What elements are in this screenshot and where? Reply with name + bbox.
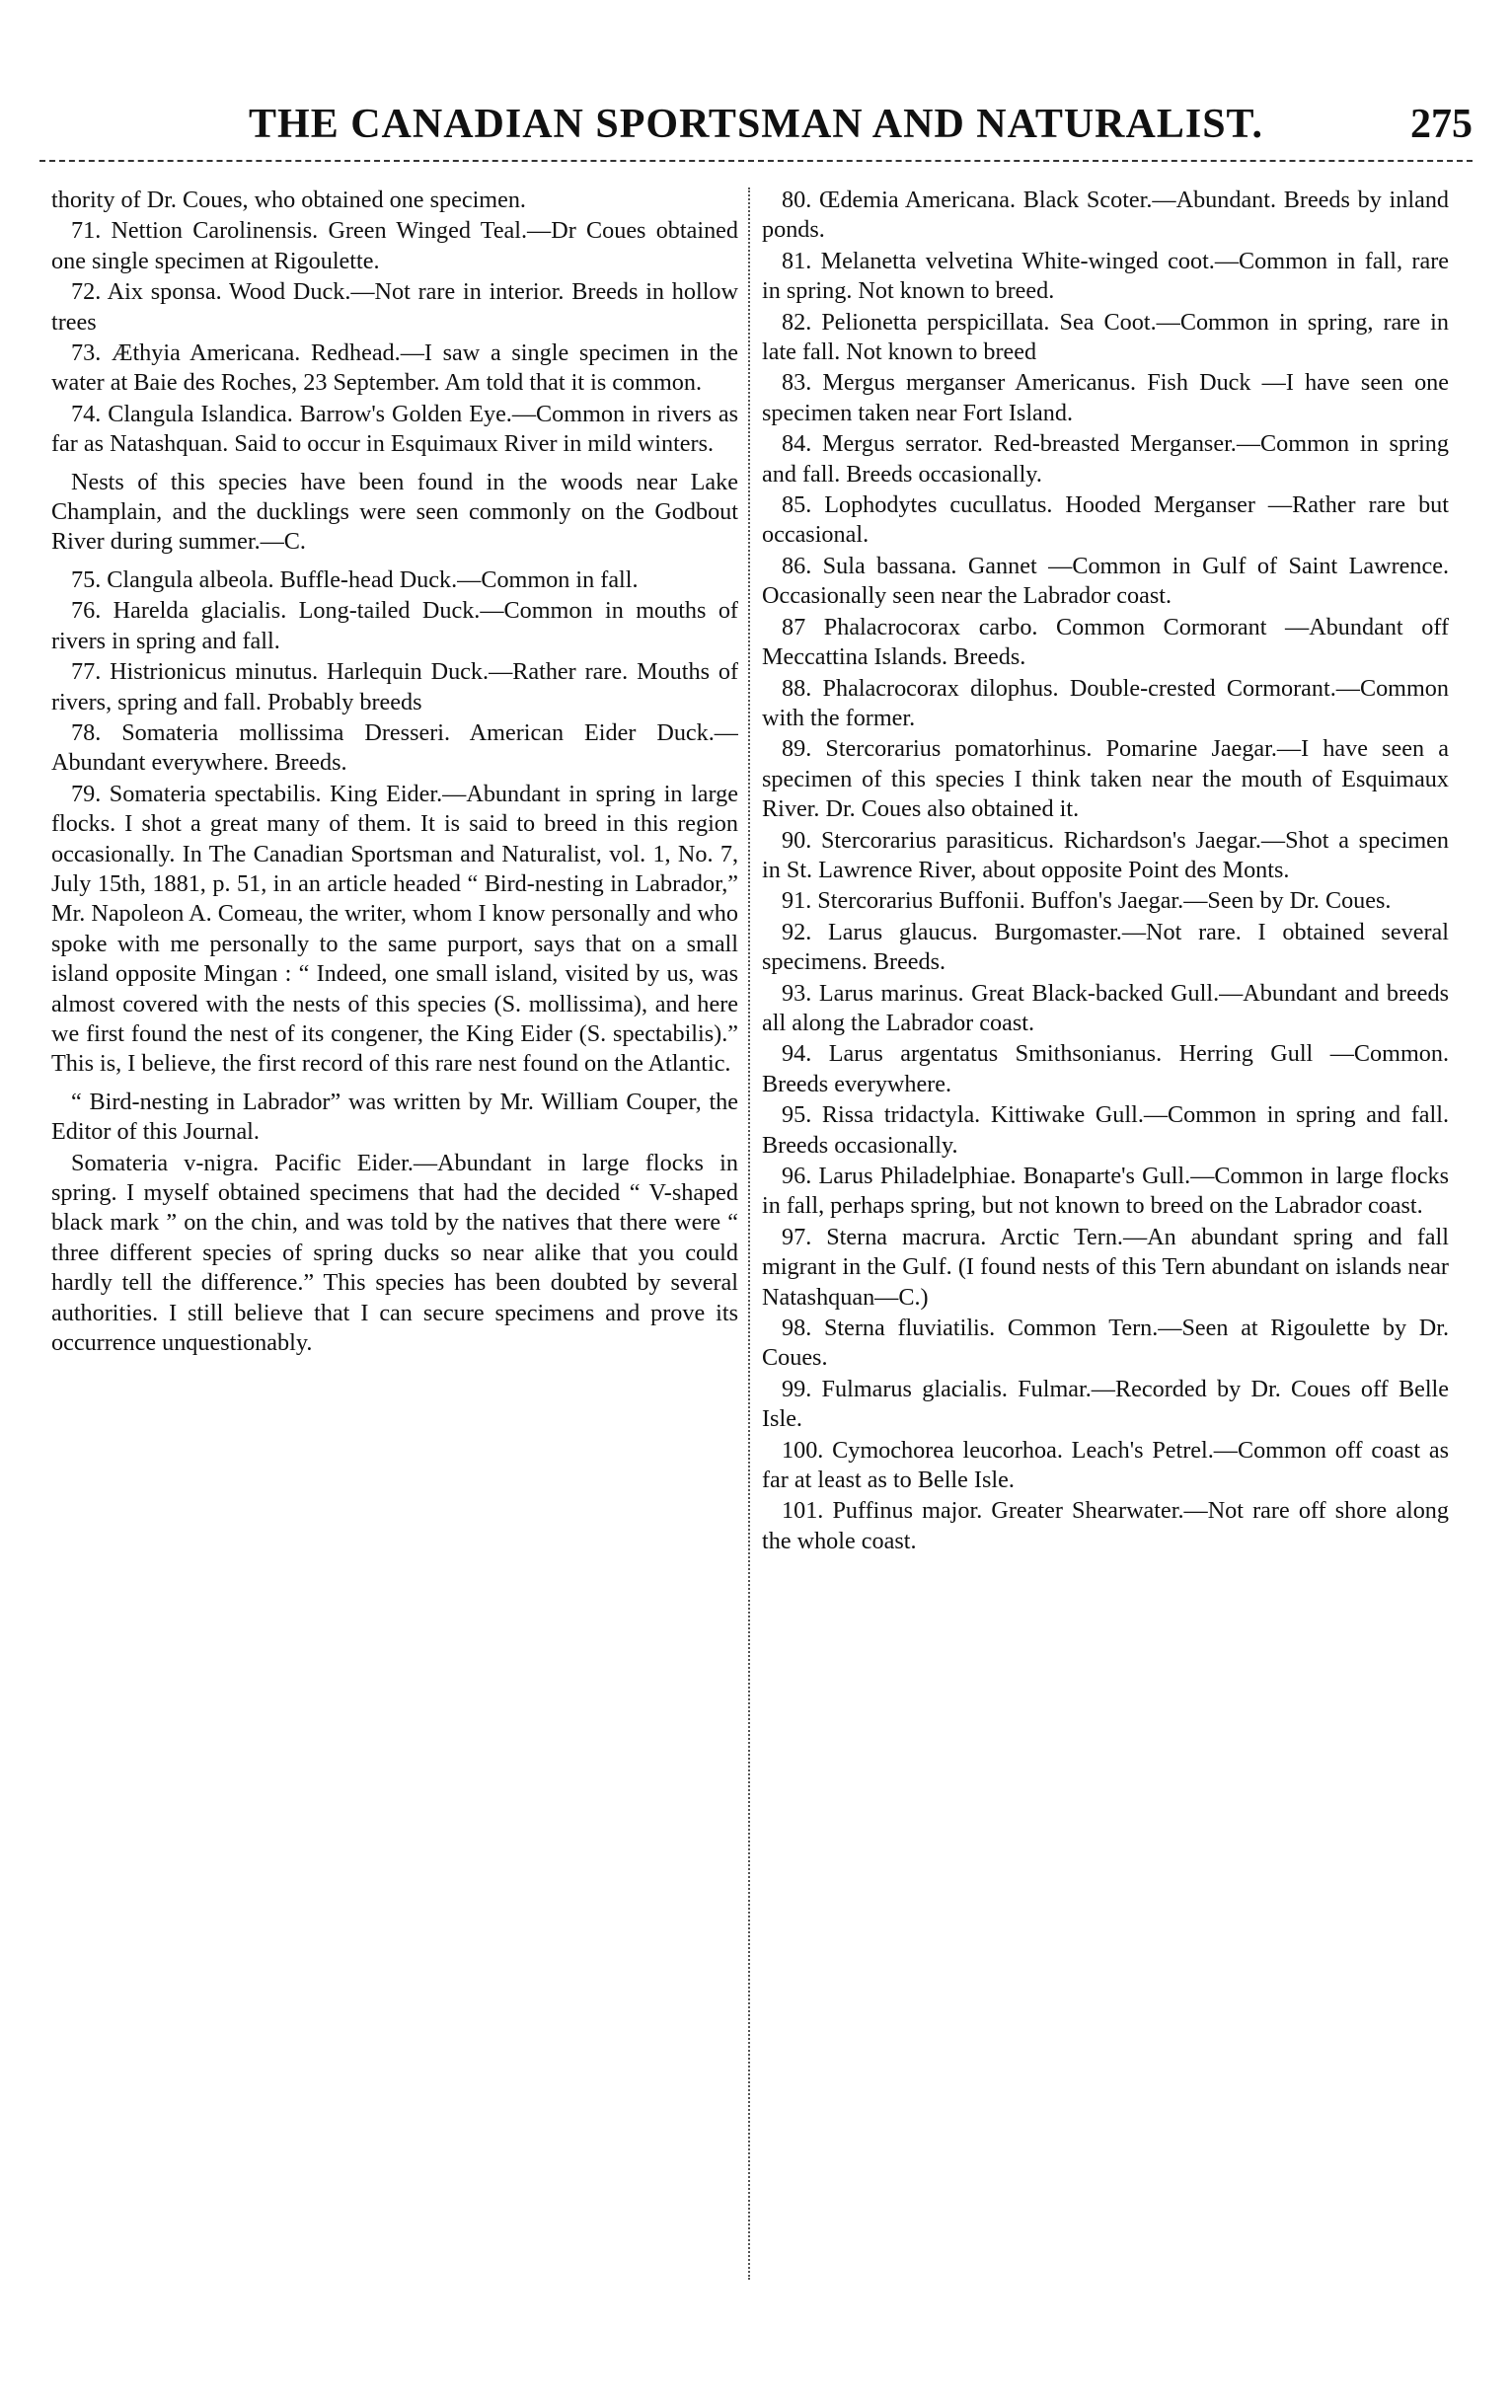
species-entry-74: 74. Clangula Islandica. Barrow's Golden Eye.—Common in rivers as far as Natashquan. Said to occur in Esquimaux River in mild winters.: [51, 400, 738, 458]
species-entry-82: 82. Pelionetta perspicillata. Sea Coot.—Common in spring, rare in late fall. Not known to breed: [762, 308, 1449, 366]
species-entry-73: 73. Æthyia Americana. Redhead.—I saw a single specimen in the water at Baie des Roches, 23 September. Am told that it is common.: [51, 339, 738, 397]
species-entry-86: 86. Sula bassana. Gannet —Common in Gulf of Saint Lawrence. Occasionally seen near the Labrador coast.: [762, 552, 1449, 610]
species-entry-99: 99. Fulmarus glacialis. Fulmar.—Recorded by Dr. Coues off Belle Isle.: [762, 1375, 1449, 1433]
species-entry-75: 75. Clangula albeola. Buffle-head Duck.—Common in fall.: [71, 565, 639, 593]
species-entry-93: 93. Larus marinus. Great Black-backed Gull.—Abundant and breeds all along the Labrador coast.: [762, 979, 1449, 1036]
species-entry-76: 76. Harelda glacialis. Long-tailed Duck.—Common in mouths of rivers in spring and fall.: [51, 597, 738, 654]
header-rule: [39, 160, 1473, 162]
species-entry-71: 71. Nettion Carolinensis. Green Winged Teal.—Dr Coues obtained one single specimen at Rigoulette.: [51, 217, 738, 274]
species-entry-96: 96. Larus Philadelphiae. Bonaparte's Gull.—Common in large flocks in fall, perhaps spring, but not known to breed on the Labrador coast.: [762, 1163, 1449, 1220]
note-paragraph: “ Bird-nesting in Labrador” was written by Mr. William Couper, the Editor of this Journal.: [51, 1088, 738, 1146]
species-entry-100: 100. Cymochorea leucorhoa. Leach's Petrel.—Common off coast as far at least as to Belle Isle.: [762, 1436, 1449, 1494]
species-entry-87: 87 Phalacrocorax carbo. Common Cormorant —Abundant off Meccattina Islands. Breeds.: [762, 613, 1449, 671]
running-title: THE CANADIAN SPORTSMAN AND NATURALIST.: [249, 102, 1263, 147]
species-entry-94: 94. Larus argentatus Smithsonianus. Herring Gull —Common. Breeds everywhere.: [762, 1040, 1449, 1097]
species-entry-89: 89. Stercorarius pomatorhinus. Pomarine Jaegar.—I have seen a specimen of this species I think taken near the mouth of Esquimaux River. Dr. Coues also obtained it.: [762, 735, 1449, 823]
species-entry-85: 85. Lophodytes cucullatus. Hooded Merganser —Rather rare but occasional.: [762, 491, 1449, 549]
species-entry-79: 79. Somateria spectabilis. King Eider.—Abundant in spring in large flocks. I shot a great many of them. It is said to breed in this region occasionally. In The Canadian Sportsman and Naturalist, vol. 1, No. 7, July 15th, 1881, p. 51, in an article headed “ Bird-nesting in Labrador,” Mr. Napoleon A. Comeau, the writer, whom I know personally and who spoke with me personally to the same purport, says that on a small island opposite Mingan : “ Indeed, one small island, visited by us, was almost covered with the nests of this species (S. mollissima), and here we first found the nest of its congener, the King Eider (S. spectabilis).” This is, I believe, the first record of this rare nest found on the Atlantic.: [51, 780, 738, 1078]
page-number: 275: [1410, 102, 1473, 147]
species-entry-97: 97. Sterna macrura. Arctic Tern.—An abundant spring and fall migrant in the Gulf. (I found nests of this Tern abundant on islands near Natashquan—C.): [762, 1223, 1449, 1311]
species-entry-78: 78. Somateria mollissima Dresseri. American Eider Duck.—Abundant everywhere. Breeds.: [51, 718, 738, 777]
note-paragraph: Nests of this species have been found in the woods near Lake Champlain, and the ducklings were seen commonly on the Godbout River during summer.—C.: [51, 468, 738, 556]
species-entry-80: 80. Œdemia Americana. Black Scoter.—Abundant. Breeds by inland ponds.: [762, 187, 1449, 244]
species-entry-72: 72. Aix sponsa. Wood Duck.—Not rare in interior. Breeds in hollow trees: [51, 278, 738, 336]
species-entry-88: 88. Phalacrocorax dilophus. Double-crested Cormorant.—Common with the former.: [762, 674, 1449, 731]
species-entry-98: 98. Sterna fluviatilis. Common Tern.—Seen at Rigoulette by Dr. Coues.: [762, 1315, 1449, 1372]
left-column: [51, 186, 738, 2337]
species-entry-90: 90. Stercorarius parasiticus. Richardson's Jaegar.—Shot a specimen in St. Lawrence River, about opposite Point des Monts.: [762, 826, 1449, 883]
species-entry-83: 83. Mergus merganser Americanus. Fish Duck —I have seen one specimen taken near Fort Island.: [762, 369, 1449, 426]
species-entry-91: 91. Stercorarius Buffonii. Buffon's Jaegar.—Seen by Dr. Coues.: [782, 887, 1392, 915]
page-header: [39, 95, 1473, 154]
species-entry-92: 92. Larus glaucus. Burgomaster.—Not rare. I obtained several specimens. Breeds.: [762, 918, 1449, 976]
species-entry-101: 101. Puffinus major. Greater Shearwater.—Not rare off shore along the whole coast.: [762, 1497, 1449, 1554]
species-entry-95: 95. Rissa tridactyla. Kittiwake Gull.—Common in spring and fall. Breeds occasionally.: [762, 1101, 1449, 1159]
species-entry-81: 81. Melanetta velvetina White-winged coot.—Common in fall, rare in spring. Not known to breed.: [762, 247, 1449, 305]
paragraph: thority of Dr. Coues, who obtained one specimen.: [51, 187, 526, 213]
column-divider: [748, 188, 750, 2280]
species-entry-77: 77. Histrionicus minutus. Harlequin Duck.—Rather rare. Mouths of rivers, spring and fall. Probably breeds: [51, 658, 738, 715]
species-entry-84: 84. Mergus serrator. Red-breasted Merganser.—Common in spring and fall. Breeds occasionally.: [762, 430, 1449, 488]
right-column: [762, 186, 1449, 2337]
species-entry-pacific-eider: Somateria v-nigra. Pacific Eider.—Abundant in large flocks in spring. I myself obtained specimens that had the decided “ V-shaped black mark ” on the chin, and was told by the natives that there were “ three different species of spring ducks so near alike that you could hardly tell the difference.” This species has been doubted by several authorities. I still believe that I can secure specimens and prove its occurrence unquestionably.: [51, 1149, 738, 1357]
